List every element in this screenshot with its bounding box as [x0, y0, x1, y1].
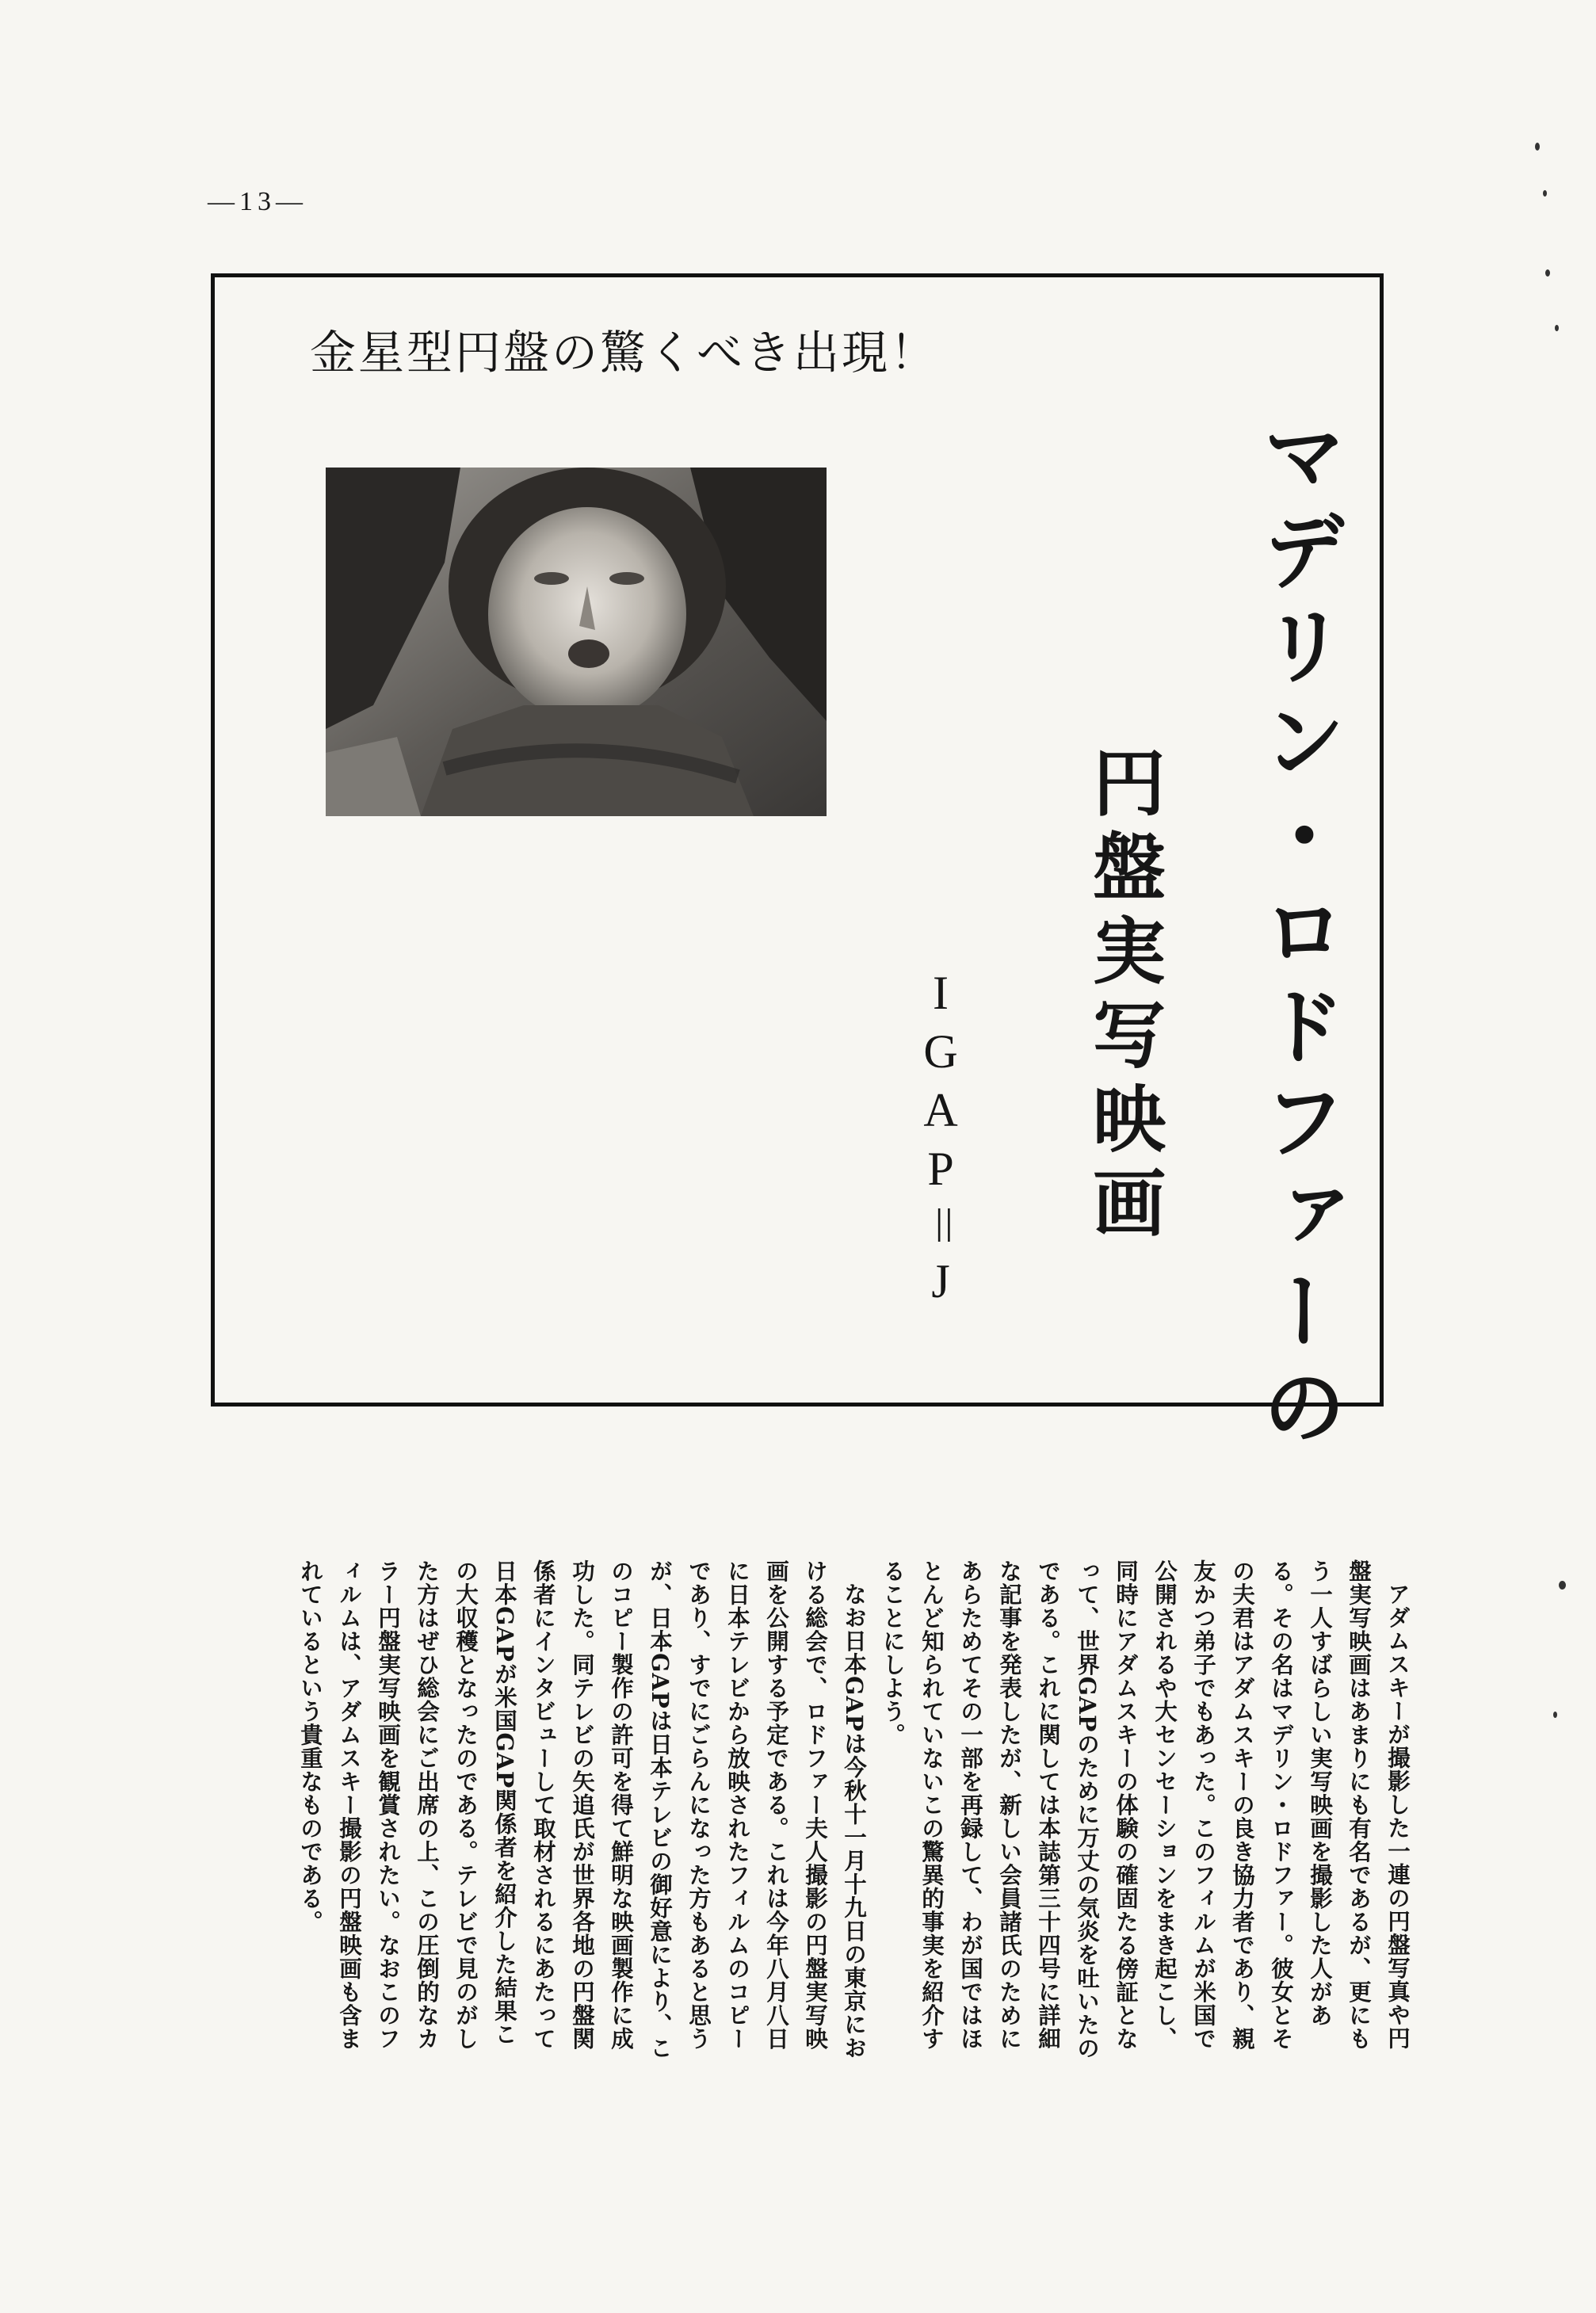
portrait-photo-icon — [326, 468, 827, 816]
page-number: —13— — [208, 187, 307, 216]
author-credit: IGAP＝J — [914, 967, 967, 1314]
main-title-line2: 円盤実写映画 — [1081, 745, 1166, 1249]
main-title-line1: マデリン・ロドファーの — [1249, 412, 1346, 1458]
scan-speck — [1559, 1581, 1566, 1590]
article-subtitle: 金星型円盤の驚くべき出現！ — [310, 326, 939, 380]
title-box — [211, 273, 1384, 1458]
article-paragraph: なお日本GAPは今秋十一月十九日の東京における総会で、ロドファー夫人撮影の円盤実写映画を公開する予定である。これは今年八月八日に日本テレビから放映されたフィルムのコピーであり、すでにごらんになった方もあると思うが、日本GAPは日本テレビの御好意により、このコピー製作の許可を得て鮮明な映画製作に成功した。同テレビの矢追氏が世界各地の円盤関係者にインタビューして取材されるにあたって日本GAPが米国GAP関係者を紹介した結果この大収穫となったのである。テレビで見のがした方はぜひ総会にご出席の上、この圧倒的なカラー円盤実写映画を観賞されたい。なおこのフィルムは、アダムスキー撮影の円盤映画も含まれているという貴重なものである。 — [297, 1559, 868, 2060]
scan-speck — [1555, 325, 1559, 331]
article-body — [192, 1559, 1417, 2067]
scan-speck — [1543, 190, 1547, 197]
scan-speck — [1545, 269, 1550, 277]
portrait-photo — [326, 468, 827, 816]
scan-speck — [1535, 143, 1540, 151]
article-paragraph: アダムスキーが撮影した一連の円盤写真や円盤実写映画はあまりにも有名であるが、更にもう一人すばらしい実写映画を撮影した人がある。その名はマデリン・ロドファー。彼女とその夫君はアダムスキーの良き協力者であり、親友かつ弟子でもあった。このフィルムが米国で公開されるや大センセーションをまき起こし、同時にアダムスキーの体験の確固たる傍証となって、世界GAPのために万丈の気炎を吐いたのである。これに関しては本誌第三十四号に詳細な記事を発表したが、新しい会員諸氏のためにあらためてその一部を再録して、わが国ではほとんど知られていないこの驚異的事実を紹介することにしよう。 — [880, 1559, 1411, 2060]
scan-speck — [1553, 1712, 1557, 1718]
